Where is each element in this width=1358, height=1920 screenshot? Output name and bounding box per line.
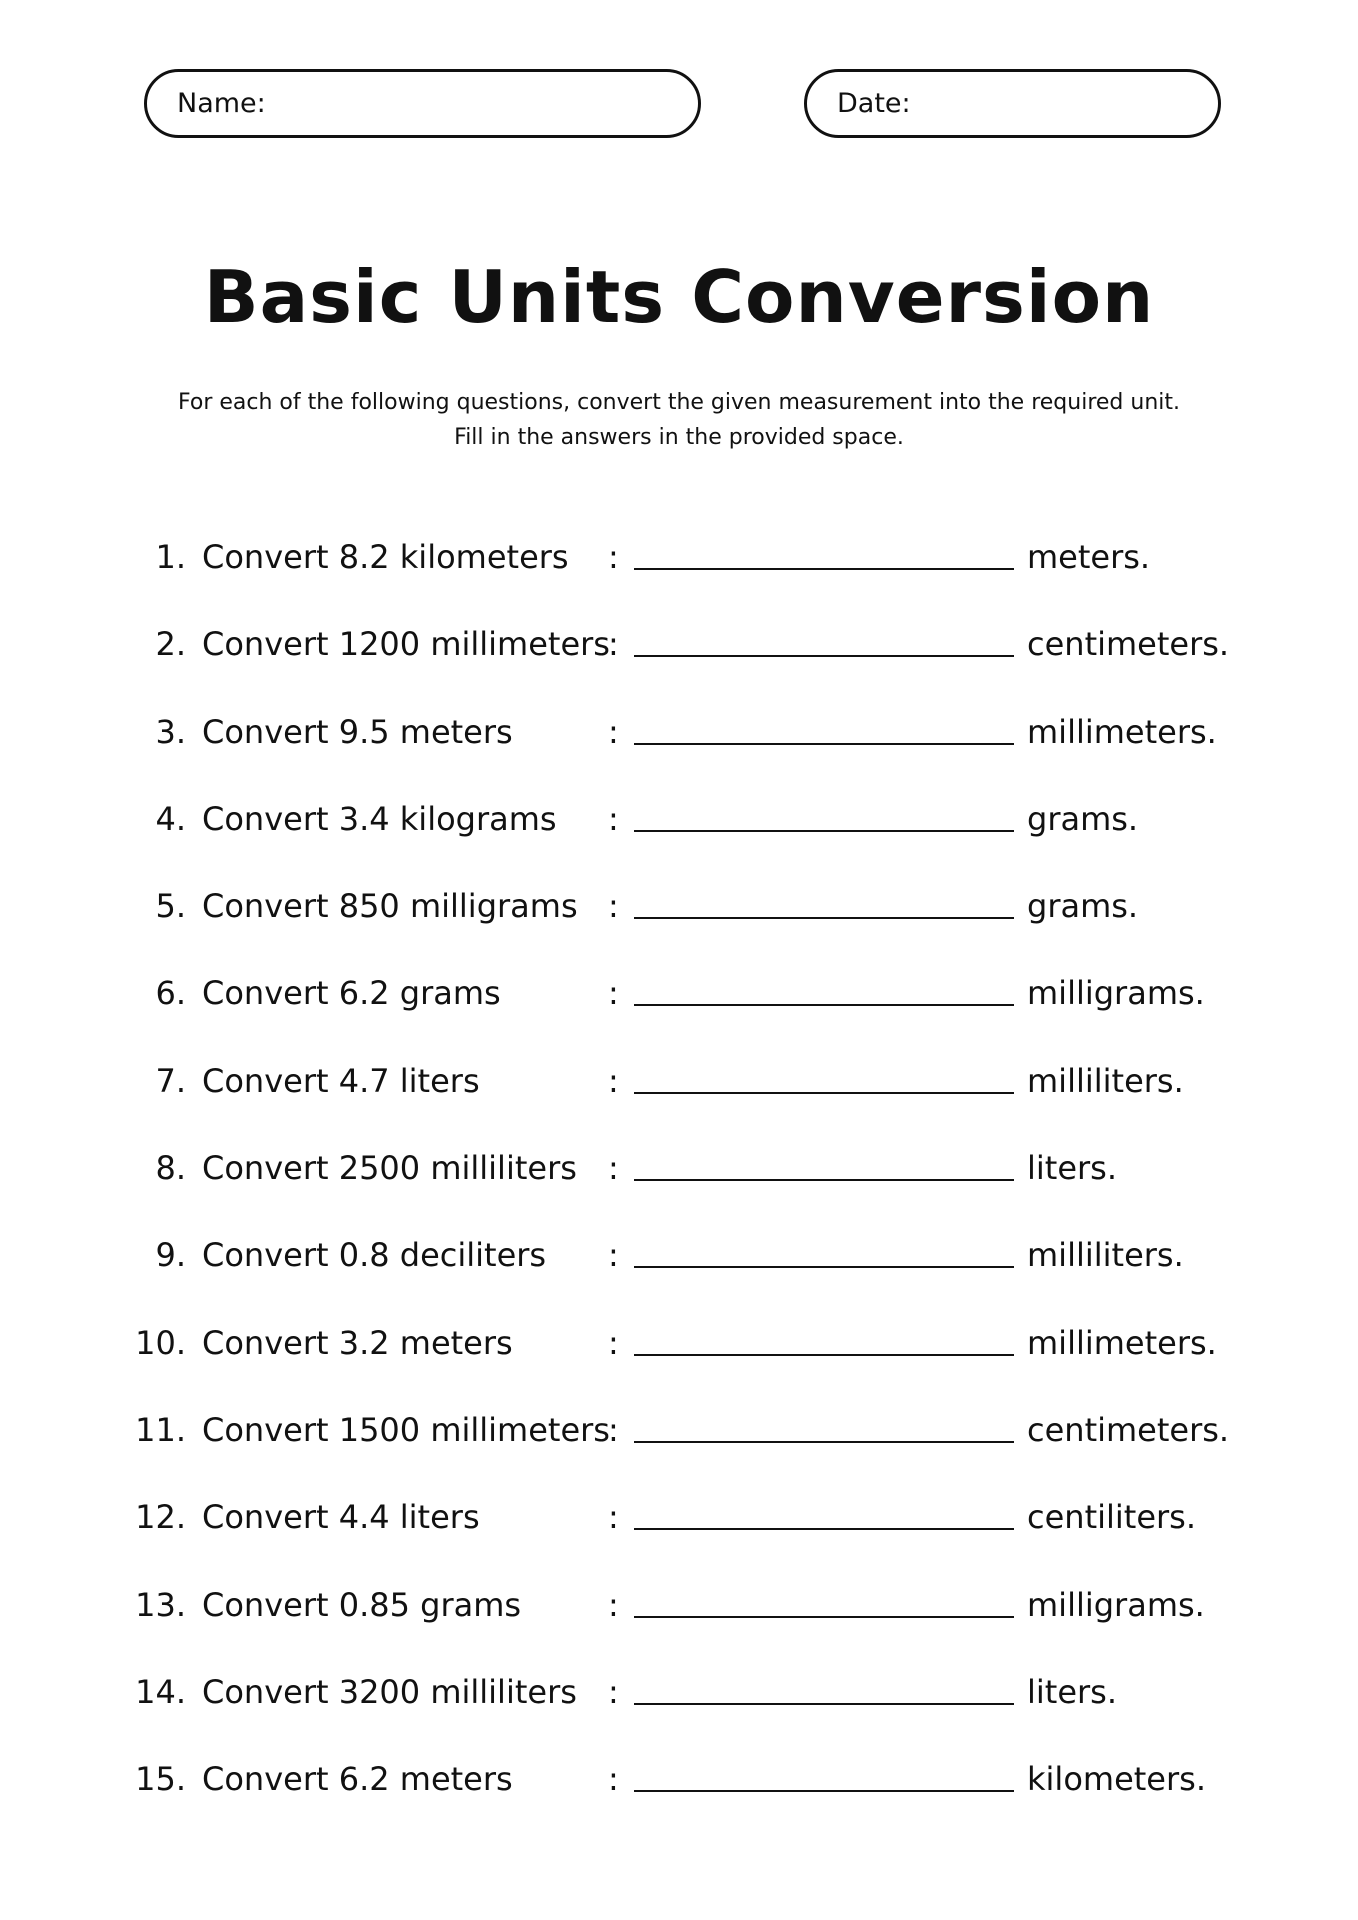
question-number: 2. <box>155 625 186 664</box>
question-row <box>0 1740 1358 1827</box>
question-number: 10. <box>135 1323 186 1362</box>
target-unit: kilometers. <box>1027 1760 1206 1799</box>
question-number: 11. <box>135 1410 186 1449</box>
target-unit: milliliters. <box>1027 1061 1184 1100</box>
answer-blank[interactable] <box>634 568 1014 570</box>
question-text: Convert 6.2 grams <box>202 974 501 1013</box>
question-row <box>0 867 1358 954</box>
question-colon: : <box>608 1149 619 1188</box>
question-row <box>0 1653 1358 1740</box>
question-row <box>0 693 1358 780</box>
question-row <box>0 1566 1358 1653</box>
question-number: 14. <box>135 1672 186 1711</box>
question-row <box>0 1216 1358 1303</box>
question-row <box>0 1129 1358 1216</box>
answer-blank[interactable] <box>634 1266 1014 1268</box>
question-colon: : <box>608 887 619 926</box>
target-unit: centimeters. <box>1027 625 1230 664</box>
target-unit: meters. <box>1027 538 1151 576</box>
question-row <box>0 1304 1358 1391</box>
question-colon: : <box>608 1410 619 1449</box>
question-row <box>0 605 1358 692</box>
question-colon: : <box>608 1585 619 1624</box>
answer-blank[interactable] <box>634 743 1014 745</box>
answer-blank[interactable] <box>634 1179 1014 1181</box>
date-field[interactable] <box>804 69 1221 138</box>
answer-blank[interactable] <box>634 1354 1014 1356</box>
question-row <box>0 1042 1358 1129</box>
question-colon: : <box>608 1760 619 1799</box>
question-text: Convert 2500 milliliters <box>202 1149 577 1188</box>
question-text: Convert 1200 millimeters <box>202 625 610 664</box>
date-label: Date: <box>837 88 911 119</box>
page-title: Basic Units Conversion <box>203 255 1155 339</box>
question-colon: : <box>608 712 619 751</box>
question-row <box>0 1391 1358 1478</box>
question-number: 8. <box>155 1149 186 1188</box>
instructions <box>0 385 1358 455</box>
question-text: Convert 4.7 liters <box>202 1061 480 1100</box>
answer-blank[interactable] <box>634 1528 1014 1530</box>
question-number: 4. <box>155 799 186 838</box>
question-colon: : <box>608 799 619 838</box>
target-unit: milligrams. <box>1027 974 1205 1013</box>
question-list <box>0 518 1358 1827</box>
question-colon: : <box>608 974 619 1013</box>
question-text: Convert 8.2 kilometers <box>202 538 569 576</box>
answer-blank[interactable] <box>634 1790 1014 1792</box>
question-number: 12. <box>135 1498 186 1537</box>
question-number: 9. <box>155 1236 186 1275</box>
question-text: Convert 850 milligrams <box>202 887 578 926</box>
target-unit: liters. <box>1027 1672 1118 1711</box>
question-number: 5. <box>155 887 186 926</box>
instructions-line-1: For each of the following questions, convert the given measurement into the required unit. <box>178 390 1180 415</box>
answer-blank[interactable] <box>634 917 1014 919</box>
instructions-line-2: Fill in the answers in the provided space. <box>454 425 904 450</box>
question-colon: : <box>608 1236 619 1275</box>
question-text: Convert 4.4 liters <box>202 1498 480 1537</box>
target-unit: milligrams. <box>1027 1585 1205 1624</box>
target-unit: liters. <box>1027 1149 1118 1188</box>
question-number: 1. <box>155 538 186 576</box>
question-number: 15. <box>135 1760 186 1799</box>
question-number: 13. <box>135 1585 186 1624</box>
target-unit: millimeters. <box>1027 712 1217 751</box>
answer-blank[interactable] <box>634 1441 1014 1443</box>
target-unit: grams. <box>1027 799 1139 838</box>
question-colon: : <box>608 1498 619 1537</box>
answer-blank[interactable] <box>634 1703 1014 1705</box>
question-row <box>0 518 1358 605</box>
answer-blank[interactable] <box>634 1616 1014 1618</box>
target-unit: millimeters. <box>1027 1323 1217 1362</box>
question-colon: : <box>608 1061 619 1100</box>
question-number: 7. <box>155 1061 186 1100</box>
question-number: 3. <box>155 712 186 751</box>
question-text: Convert 0.8 deciliters <box>202 1236 547 1275</box>
target-unit: centimeters. <box>1027 1410 1230 1449</box>
question-text: Convert 0.85 grams <box>202 1585 522 1624</box>
question-row <box>0 1478 1358 1565</box>
answer-blank[interactable] <box>634 655 1014 657</box>
target-unit: milliliters. <box>1027 1236 1184 1275</box>
question-colon: : <box>608 625 619 664</box>
answer-blank[interactable] <box>634 830 1014 832</box>
question-row <box>0 954 1358 1041</box>
question-colon: : <box>608 1323 619 1362</box>
question-text: Convert 9.5 meters <box>202 712 513 751</box>
name-label: Name: <box>177 88 266 119</box>
target-unit: grams. <box>1027 887 1139 926</box>
question-text: Convert 3200 milliliters <box>202 1672 577 1711</box>
question-text: Convert 1500 millimeters <box>202 1410 610 1449</box>
answer-blank[interactable] <box>634 1004 1014 1006</box>
answer-blank[interactable] <box>634 1092 1014 1094</box>
question-row <box>0 780 1358 867</box>
question-colon: : <box>608 538 619 576</box>
name-field[interactable] <box>144 69 701 138</box>
target-unit: centiliters. <box>1027 1498 1197 1537</box>
question-number: 6. <box>155 974 186 1013</box>
question-colon: : <box>608 1672 619 1711</box>
question-text: Convert 3.4 kilograms <box>202 799 557 838</box>
question-text: Convert 6.2 meters <box>202 1760 513 1799</box>
question-text: Convert 3.2 meters <box>202 1323 513 1362</box>
